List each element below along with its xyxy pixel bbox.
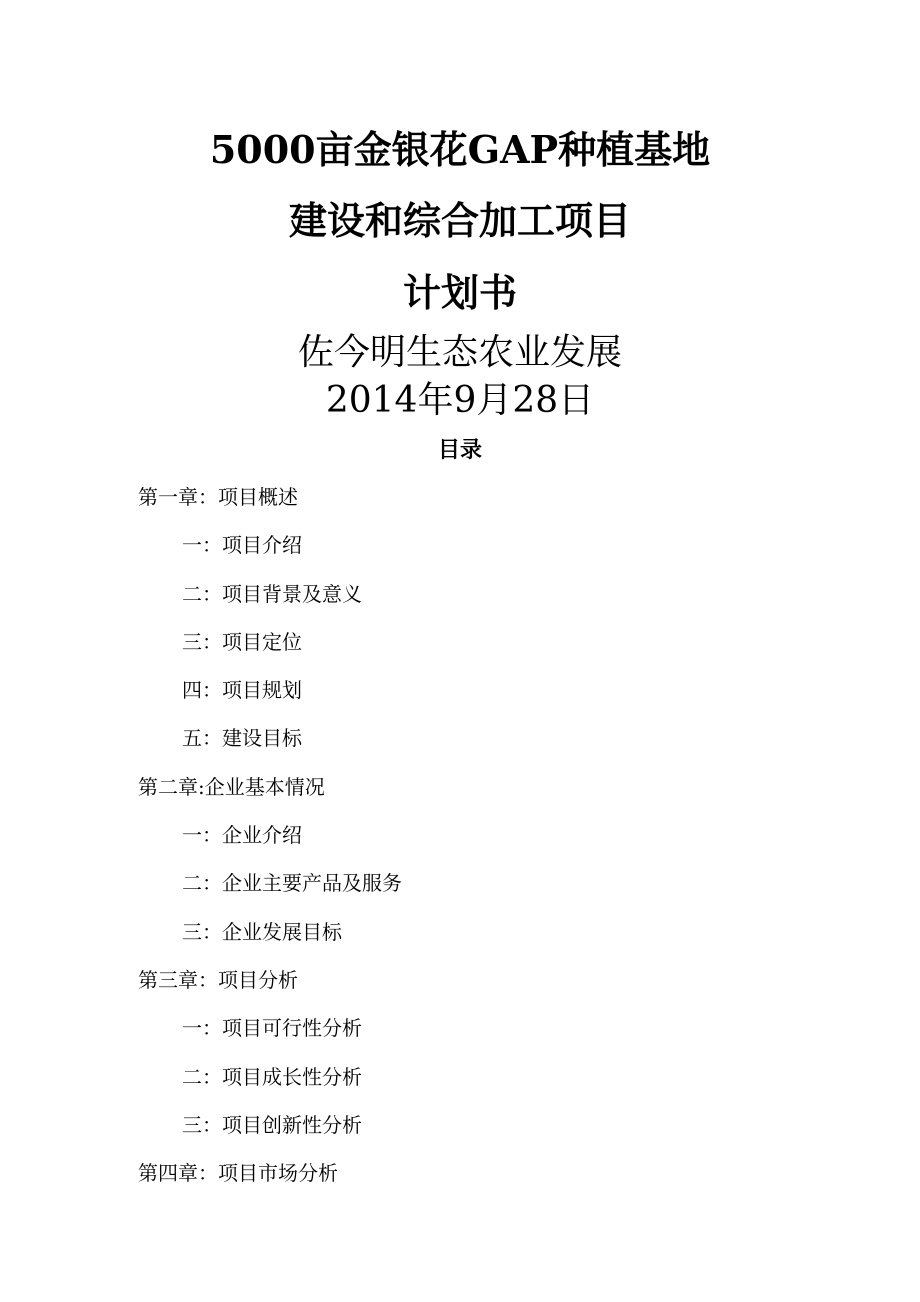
toc-chapter-entry: 第四章：项目市场分析 (138, 1161, 338, 1186)
document-date: 2014年9月28日 (325, 380, 595, 421)
toc-section-entry: 三：企业发展目标 (182, 919, 342, 944)
toc-section-entry: 一：企业介绍 (182, 823, 302, 848)
toc-section-entry: 一：项目可行性分析 (182, 1016, 362, 1041)
toc-section-entry: 三：项目定位 (182, 629, 302, 654)
toc-section-entry: 四：项目规划 (182, 678, 302, 703)
toc-heading: 目录 (437, 437, 482, 463)
toc-section-entry: 二：项目成长性分析 (182, 1064, 362, 1089)
toc-chapter-entry: 第二章:企业基本情况 (138, 774, 325, 799)
toc-section-entry: 五：建设目标 (182, 726, 302, 751)
toc-section-entry: 二：企业主要产品及服务 (182, 871, 402, 896)
title-line-1: 5000亩金银花GAP种植基地 (209, 127, 711, 172)
toc-section-entry: 三：项目创新性分析 (182, 1112, 362, 1137)
table-of-contents (0, 480, 920, 1204)
organization-name: 佐今明生态农业发展 (297, 332, 622, 373)
toc-section-entry: 一：项目介绍 (182, 533, 302, 558)
toc-chapter-entry: 第三章：项目分析 (138, 967, 298, 992)
toc-section-entry: 二：项目背景及意义 (182, 581, 362, 606)
title-line-3: 计划书 (402, 270, 517, 315)
toc-chapter-entry: 第一章：项目概述 (138, 485, 298, 509)
title-line-2: 建设和综合加工项目 (288, 198, 631, 243)
